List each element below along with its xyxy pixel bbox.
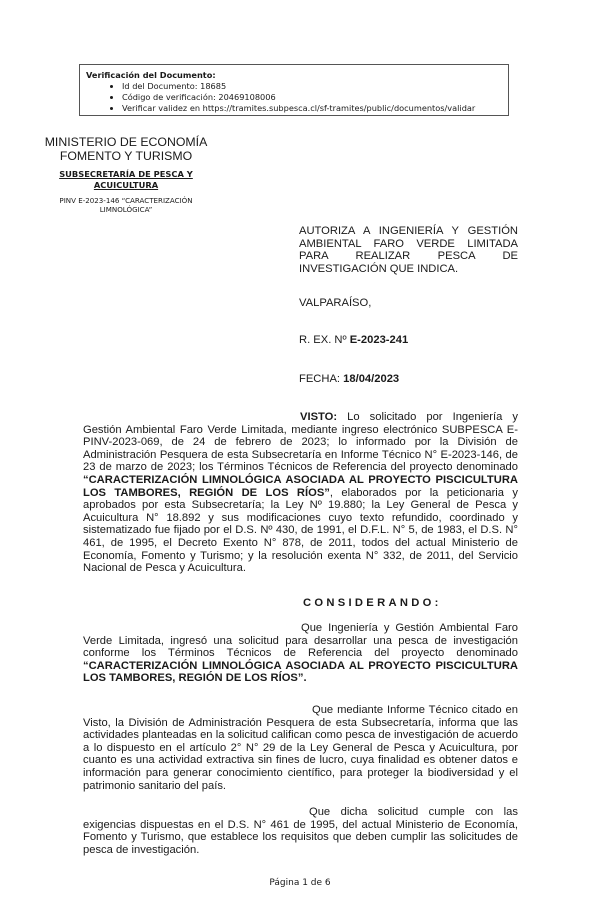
resolution-number-value: E-2023-241 xyxy=(349,334,409,346)
considerando-heading: CONSIDERANDO: xyxy=(303,597,442,609)
visto-project-name: “CARACTERIZACIÓN LIMNOLÓGICA ASOCIADA AL PROYECTO PISCICULTURA LOS TAMBORES, REGIÓN DE LOS RÍOS” xyxy=(83,473,518,499)
considerando-p1-text: Que Ingeniería y Gestión Ambiental Faro Verde Limitada, ingresó una solicitud para desarrollar una pesca de investigación conforme los Términos Técnicos de Referencia del proyecto denominado xyxy=(83,622,518,660)
resolution-number xyxy=(299,334,408,347)
verification-url[interactable]: • Verificar validez en https://tramites.subpesca.cl/sf-tramites/public/documentos/validar xyxy=(122,103,502,114)
visto-text-a: Lo solicitado por Ingeniería y Gestión Ambiental Faro Verde Limitada, mediante ingreso electrónico SUBPESCA E-PINV-2023-069, de 24 de febrero de 2023; lo informado por la División de Administración Pesquera de esta Subsecretaría en Informe Técnico N° E-2023-146, de 23 de marzo de 2023; los Términos Técnicos de Referencia del proyecto denominado xyxy=(83,411,518,474)
verification-id: • Id del Documento: 18685 xyxy=(122,81,502,92)
considerando-paragraph-1 xyxy=(83,622,518,685)
ministry-line-1: MINISTERIO DE ECONOMÍA xyxy=(44,135,208,149)
resolution-number-label: R. EX. Nº xyxy=(299,334,350,346)
considerando-paragraph-2: Que mediante Informe Técnico citado en Visto, la División de Administración Pesquera de esta Subsecretaría, informa que las actividades planteadas en la solicitud califican como pesca de investigación de acuerdo a lo dispuesto en el artículo 2° N° 29 de la Ley General de Pesca y Acuicultura, por cuanto es una actividad extractiva sin fines de lucro, cuya finalidad es obtener datos e información para generar conocimiento científico, para proteger la biodiversidad y el patrimonio sanitario del país. xyxy=(83,704,518,792)
visto-paragraph xyxy=(83,411,518,575)
ministry-name xyxy=(40,135,212,163)
visto-text-b: , elaborados por la peticionaria y aprobados por esta Subsecretaría; la Ley Nº 19.880; la Ley General de Pesca y Acuicultura N° 18.892 y sus modificaciones cuyo texto refundido, coordinado y sistematizado fue fijado por el D.S. Nº 430, de 1991, el D.F.L. N° 5, de 1983, el D.S. N° 461, de 1995, el Decreto Exento N° 878, de 2011, todos del actual Ministerio de Economía, Fomento y Turismo; y la resolución exenta N° 332, de 2011, del Servicio Nacional de Pesca y Acuicultura. xyxy=(83,486,518,575)
resolution-date xyxy=(299,373,399,386)
resolution-place: VALPARAÍSO, xyxy=(299,297,372,309)
subsecretaria-name: SUBSECRETARÍA DE PESCA Y ACUICULTURA xyxy=(59,169,193,190)
considerando-p1-project: “CARACTERIZACIÓN LIMNOLÓGICA ASOCIADA AL PROYECTO PISCICULTURA LOS TAMBORES, REGIÓN DE LOS RÍOS”. xyxy=(83,659,518,685)
verification-list xyxy=(86,81,502,114)
ministry-line-2: FOMENTO Y TURISMO xyxy=(59,149,193,163)
resolution-summary: AUTORIZA A INGENIERÍA Y GESTIÓN AMBIENTAL FARO VERDE LIMITADA PARA REALIZAR PESCA DE INVESTIGACIÓN QUE INDICA. xyxy=(299,225,518,275)
visto-label: VISTO: xyxy=(300,411,338,423)
resolution-date-value: 18/04/2023 xyxy=(343,373,400,385)
considerando-paragraph-3: Que dicha solicitud cumple con las exigencias dispuestas en el D.S. N° 461 de 1995, del actual Ministerio de Economía, Fomento y Turismo, que establece los requisitos que deben cumplir las solicitudes de pesca de investigación. xyxy=(83,806,518,856)
page-number: Página 1 de 6 xyxy=(269,878,331,888)
verification-code: • Código de verificación: 20469108006 xyxy=(122,92,502,103)
verification-title: Verificación del Documento: xyxy=(86,70,216,80)
pinv-reference: PINV E-2023-146 “CARACTERIZACIÓN LIMNOLÓGICA” xyxy=(59,196,193,214)
resolution-date-label: FECHA: xyxy=(299,373,344,385)
verification-box xyxy=(79,64,509,116)
